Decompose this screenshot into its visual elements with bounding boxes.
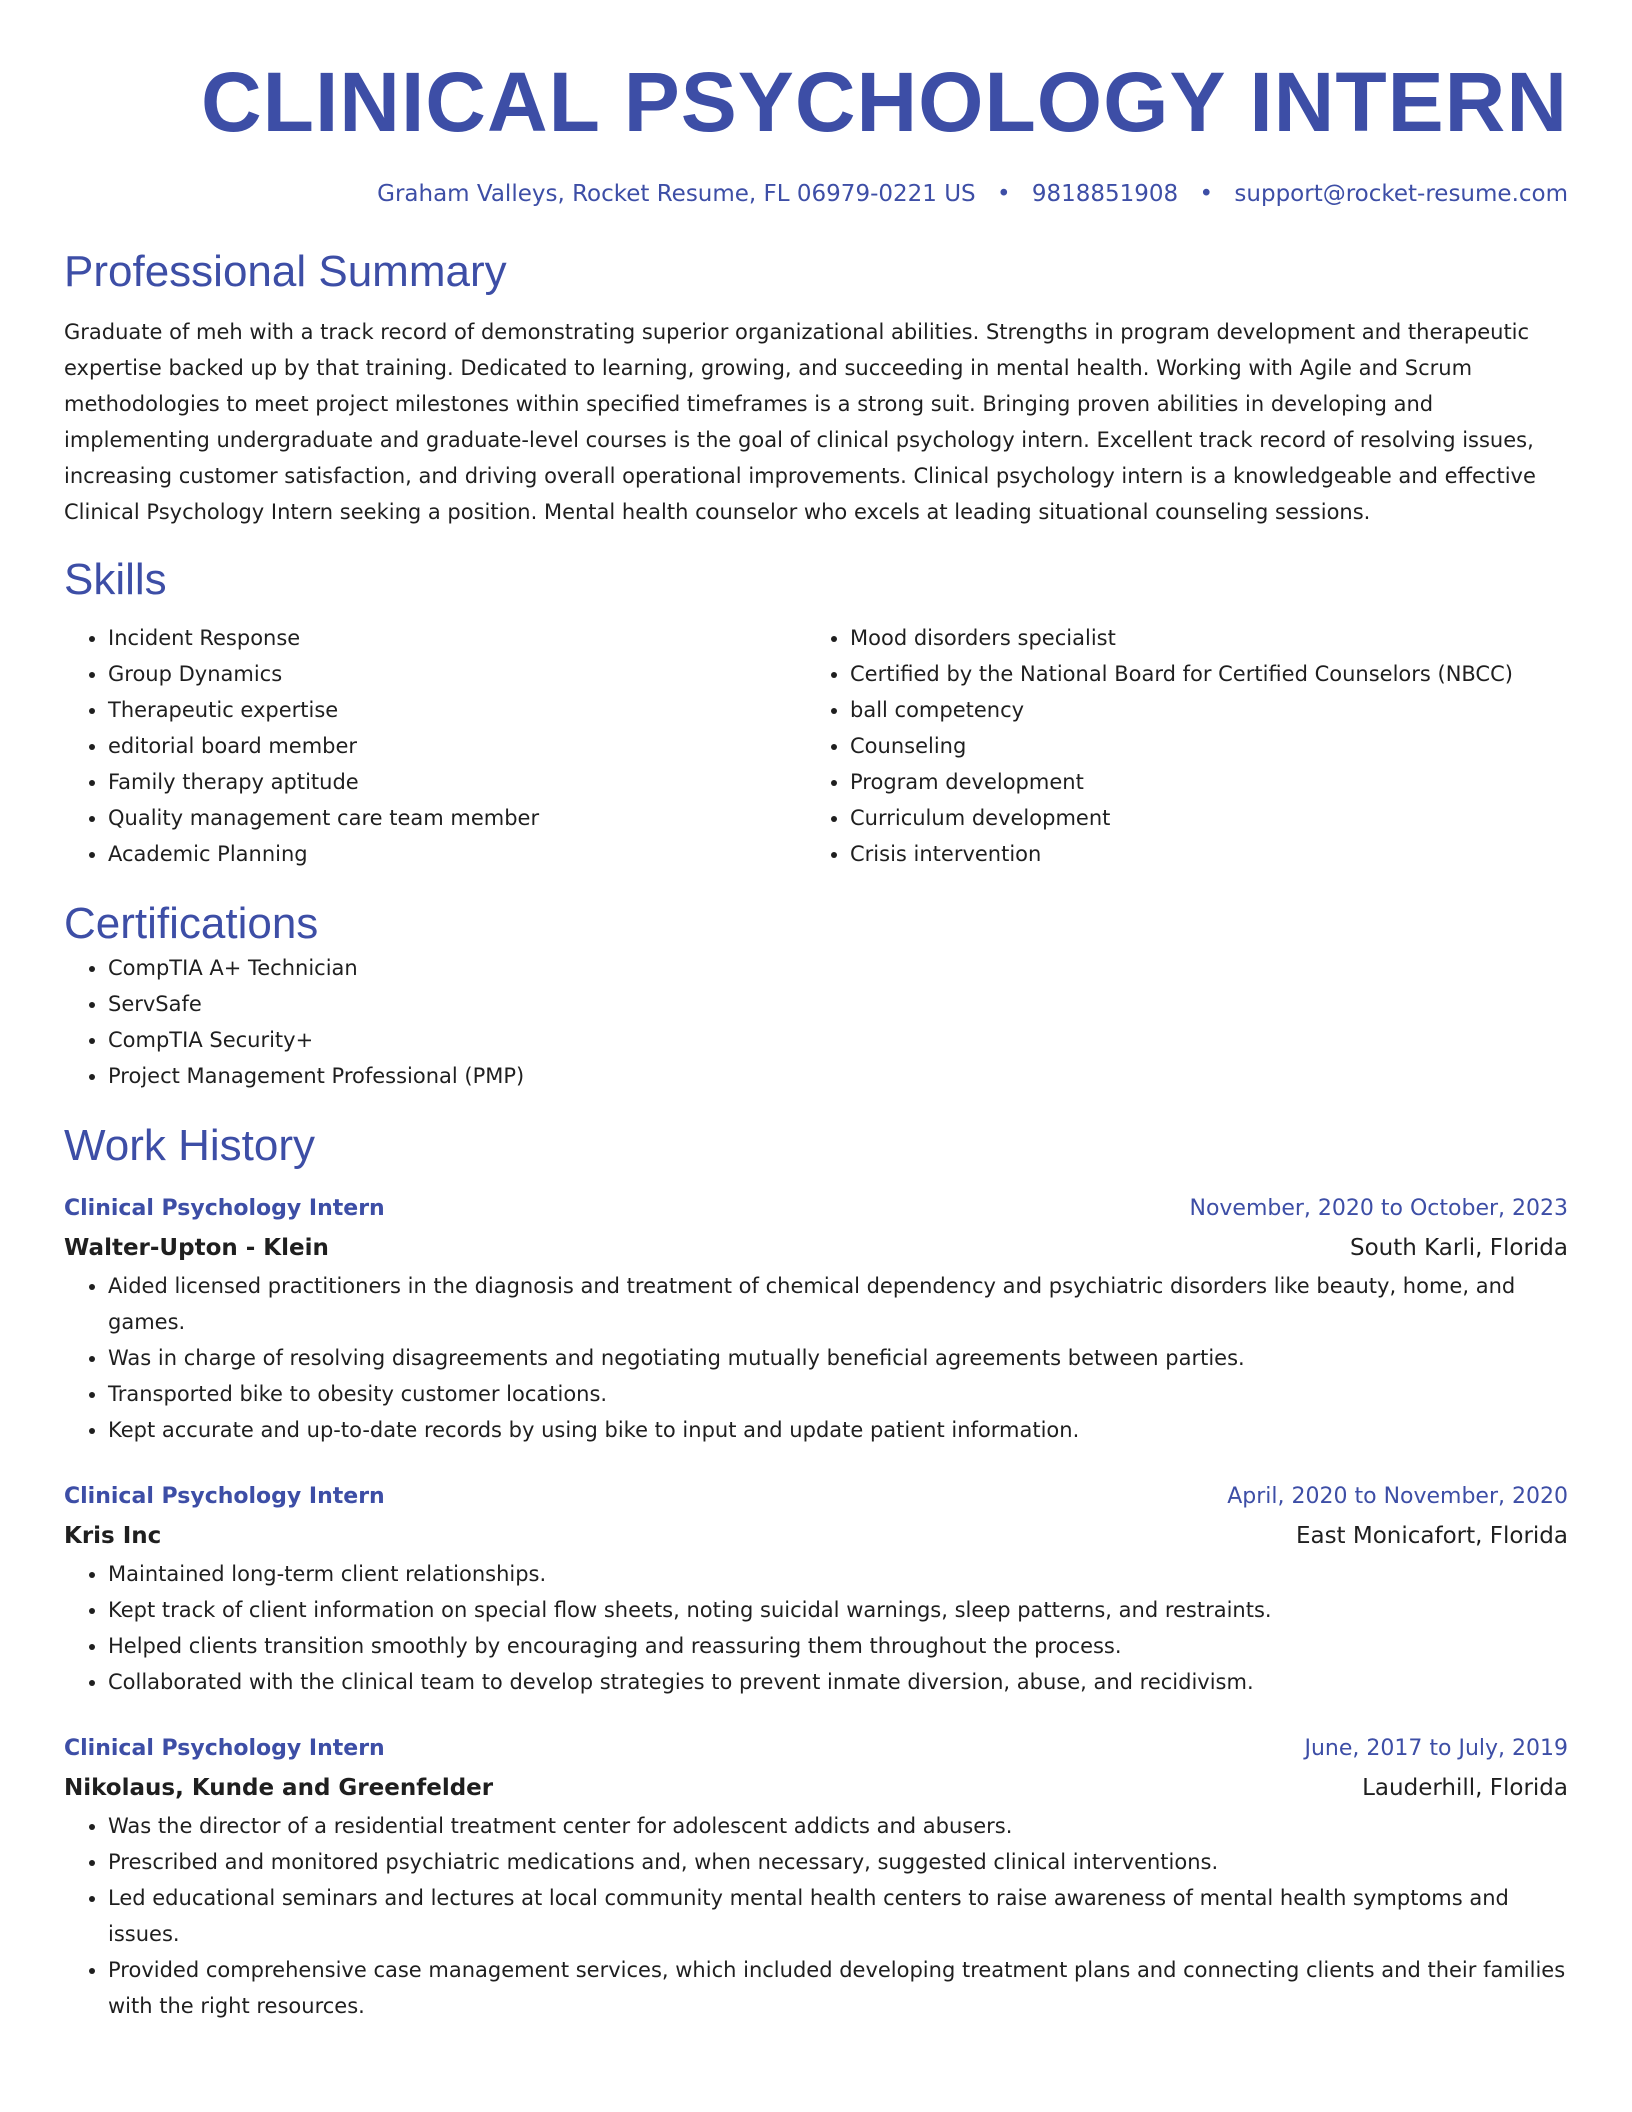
job-bullet: • Helped clients transition smoothly by encouraging and reassuring them throughout the process. [108, 1628, 1568, 1664]
job-entry [64, 1478, 1568, 1700]
certifications-section [64, 898, 1568, 1094]
certifications-list [64, 950, 1568, 1094]
skill-item: • Incident Response [108, 620, 806, 656]
work-history-section [64, 1120, 1568, 2024]
skills-column-left [64, 620, 806, 872]
job-company: Walter-Upton - Klein [64, 1235, 329, 1261]
job-bullet: • Collaborated with the clinical team to develop strategies to prevent inmate diversion, abuse, and recidivism. [108, 1664, 1568, 1700]
job-bullet: • Prescribed and monitored psychiatric medications and, when necessary, suggested clinical interventions. [108, 1844, 1568, 1880]
job-bullet: • Transported bike to obesity customer locations. [108, 1376, 1568, 1412]
professional-summary-section [64, 246, 1568, 530]
skills-section [64, 554, 1568, 872]
skill-item: • Counseling [850, 728, 1548, 764]
resume-header [64, 0, 1568, 210]
skills-columns [64, 620, 1568, 872]
skill-item: • Mood disorders specialist [850, 620, 1548, 656]
job-company: Kris Inc [64, 1523, 162, 1549]
job-entry [64, 1190, 1568, 1448]
skill-item: • Family therapy aptitude [108, 764, 806, 800]
job-title: Clinical Psychology Intern [64, 1484, 385, 1509]
job-dates: June, 2017 to July, 2019 [1304, 1736, 1568, 1761]
job-location: East Monicafort, Florida [1295, 1523, 1568, 1549]
summary-text: Graduate of meh with a track record of demonstrating superior organizational abilities. Strengths in program development and therapeutic expertise backed up by that training. Dedicated to learning, growing, and succeeding in mental health. Working with Agile and Scrum methodologies to meet project milestones within specified timeframes is a strong suit. Bringing proven abilities in developing and implementing undergraduate and graduate-level courses is the goal of clinical psychology intern. Excellent track record of resolving issues, increasing customer satisfaction, and driving overall operational improvements. Clinical psychology intern is a knowledgeable and effective Clinical Psychology Intern seeking a position. Mental health counselor who excels at leading situational counseling sessions. [64, 320, 1536, 524]
certification-item: • ServSafe [108, 986, 1568, 1022]
resume-title: CLINICAL PSYCHOLOGY INTERN [200, 55, 1568, 149]
skill-item: • editorial board member [108, 728, 806, 764]
section-heading-summary: Professional Summary [64, 247, 507, 296]
contact-address: Graham Valleys, Rocket Resume, FL 06979-0221 US [377, 181, 976, 207]
job-title: Clinical Psychology Intern [64, 1196, 385, 1221]
certification-item: • CompTIA A+ Technician [108, 950, 1568, 986]
contact-line [64, 178, 1568, 210]
job-company-row [64, 1516, 1568, 1556]
job-title-row [64, 1730, 1568, 1768]
job-bullet: • Provided comprehensive case management services, which included developing treatment plans and connecting clients and their families with the right resources. [108, 1952, 1568, 2024]
resume-page [64, 0, 1568, 2024]
certification-item: • CompTIA Security+ [108, 1022, 1568, 1058]
job-company: Nikolaus, Kunde and Greenfelder [64, 1775, 494, 1801]
job-entry [64, 1730, 1568, 2024]
job-bullet: • Maintained long-term client relationships. [108, 1556, 1568, 1592]
skills-list-left [64, 620, 806, 872]
job-company-row [64, 1228, 1568, 1268]
section-heading-skills: Skills [64, 555, 167, 604]
skill-item: • ball competency [850, 692, 1548, 728]
contact-phone: 9818851908 [1031, 181, 1179, 207]
job-title: Clinical Psychology Intern [64, 1736, 385, 1761]
job-bullet: • Was in charge of resolving disagreements and negotiating mutually beneficial agreements between parties. [108, 1340, 1568, 1376]
job-title-row [64, 1478, 1568, 1516]
skill-item: • Group Dynamics [108, 656, 806, 692]
job-company-row [64, 1768, 1568, 1808]
job-dates: April, 2020 to November, 2020 [1227, 1484, 1568, 1509]
section-heading-certifications: Certifications [64, 899, 319, 948]
certification-item: • Project Management Professional (PMP) [108, 1058, 1568, 1094]
skill-item: • Academic Planning [108, 836, 806, 872]
job-bullet: • Led educational seminars and lectures at local community mental health centers to raise awareness of mental health symptoms and issues. [108, 1880, 1568, 1952]
job-location: South Karli, Florida [1349, 1235, 1568, 1261]
contact-separator: • [996, 181, 1011, 207]
skills-column-right [806, 620, 1548, 872]
section-heading-work-history: Work History [64, 1121, 315, 1170]
job-bullet: • Kept track of client information on special flow sheets, noting suicidal warnings, sleep patterns, and restraints. [108, 1592, 1568, 1628]
contact-email: support@rocket-resume.com [1234, 181, 1568, 207]
contact-separator: • [1199, 181, 1214, 207]
job-dates: November, 2020 to October, 2023 [1189, 1196, 1568, 1221]
skill-item: • Quality management care team member [108, 800, 806, 836]
job-bullet-list [64, 1808, 1568, 2024]
job-bullet: • Was the director of a residential treatment center for adolescent addicts and abusers. [108, 1808, 1568, 1844]
skills-list-right [806, 620, 1548, 872]
job-bullet-list [64, 1556, 1568, 1700]
job-bullet: • Aided licensed practitioners in the diagnosis and treatment of chemical dependency and psychiatric disorders like beauty, home, and games. [108, 1268, 1568, 1340]
skill-item: • Therapeutic expertise [108, 692, 806, 728]
job-title-row [64, 1190, 1568, 1228]
skill-item: • Curriculum development [850, 800, 1548, 836]
skill-item: • Crisis intervention [850, 836, 1548, 872]
job-bullet-list [64, 1268, 1568, 1448]
skill-item: • Program development [850, 764, 1548, 800]
job-location: Lauderhill, Florida [1362, 1775, 1568, 1801]
skill-item: • Certified by the National Board for Certified Counselors (NBCC) [850, 656, 1548, 692]
job-bullet: • Kept accurate and up-to-date records by using bike to input and update patient information. [108, 1412, 1568, 1448]
